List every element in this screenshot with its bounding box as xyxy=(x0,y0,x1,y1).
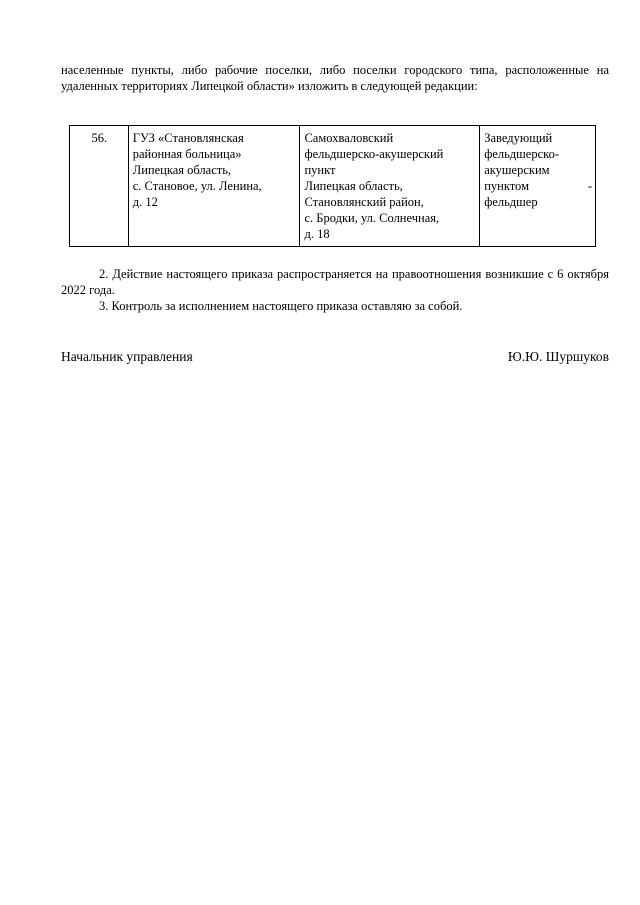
signature-title: Начальник управления xyxy=(61,349,193,364)
medical-point-cell xyxy=(300,126,480,247)
point-line: фельдшерско-акушерский xyxy=(304,147,444,161)
point-line: Самохваловский xyxy=(304,131,394,145)
intro-paragraph: населенные пункты, либо рабочие поселки, либо поселки городского типа, расположенные на удаленных территориях Липецкой области» изложить в следующей редакции: xyxy=(61,63,609,93)
org-line: с. Становое, ул. Ленина, xyxy=(132,179,262,193)
position-dash: - xyxy=(587,179,592,193)
row-number-cell xyxy=(70,126,129,247)
position-line: пунктом xyxy=(484,179,529,193)
position-line: фельдшерско- xyxy=(484,147,559,161)
point-line: Липецкая область, xyxy=(304,179,403,193)
point-line: Становлянский район, xyxy=(304,195,424,209)
table-row xyxy=(70,126,596,247)
staff-table xyxy=(69,125,596,247)
org-line: районная больница» xyxy=(132,147,242,161)
org-line: Липецкая область, xyxy=(132,163,232,177)
position-line: Заведующий xyxy=(484,131,553,145)
point-line: пункт xyxy=(304,163,336,177)
position-line: фельдшер xyxy=(484,195,538,209)
paragraph-2: 2. Действие настоящего приказа распространяется на правоотношения возникшие с 6 октября 2022 года. xyxy=(61,267,609,297)
point-line: д. 18 xyxy=(304,227,330,241)
signature-block xyxy=(61,348,609,366)
organization-cell xyxy=(128,126,300,247)
point-line: с. Бродки, ул. Солнечная, xyxy=(304,211,440,225)
paragraph-3: 3. Контроль за исполнением настоящего приказа оставляю за собой. xyxy=(99,299,463,313)
position-split-line xyxy=(484,178,592,194)
signature-name: Ю.Ю. Шуршуков xyxy=(507,349,609,364)
order-paragraphs xyxy=(61,266,609,314)
row-number: 56. xyxy=(91,131,108,145)
org-line: ГУЗ «Становлянская xyxy=(132,131,244,145)
position-line: акушерским xyxy=(484,163,550,177)
org-line: д. 12 xyxy=(132,195,158,209)
position-cell xyxy=(480,126,596,247)
